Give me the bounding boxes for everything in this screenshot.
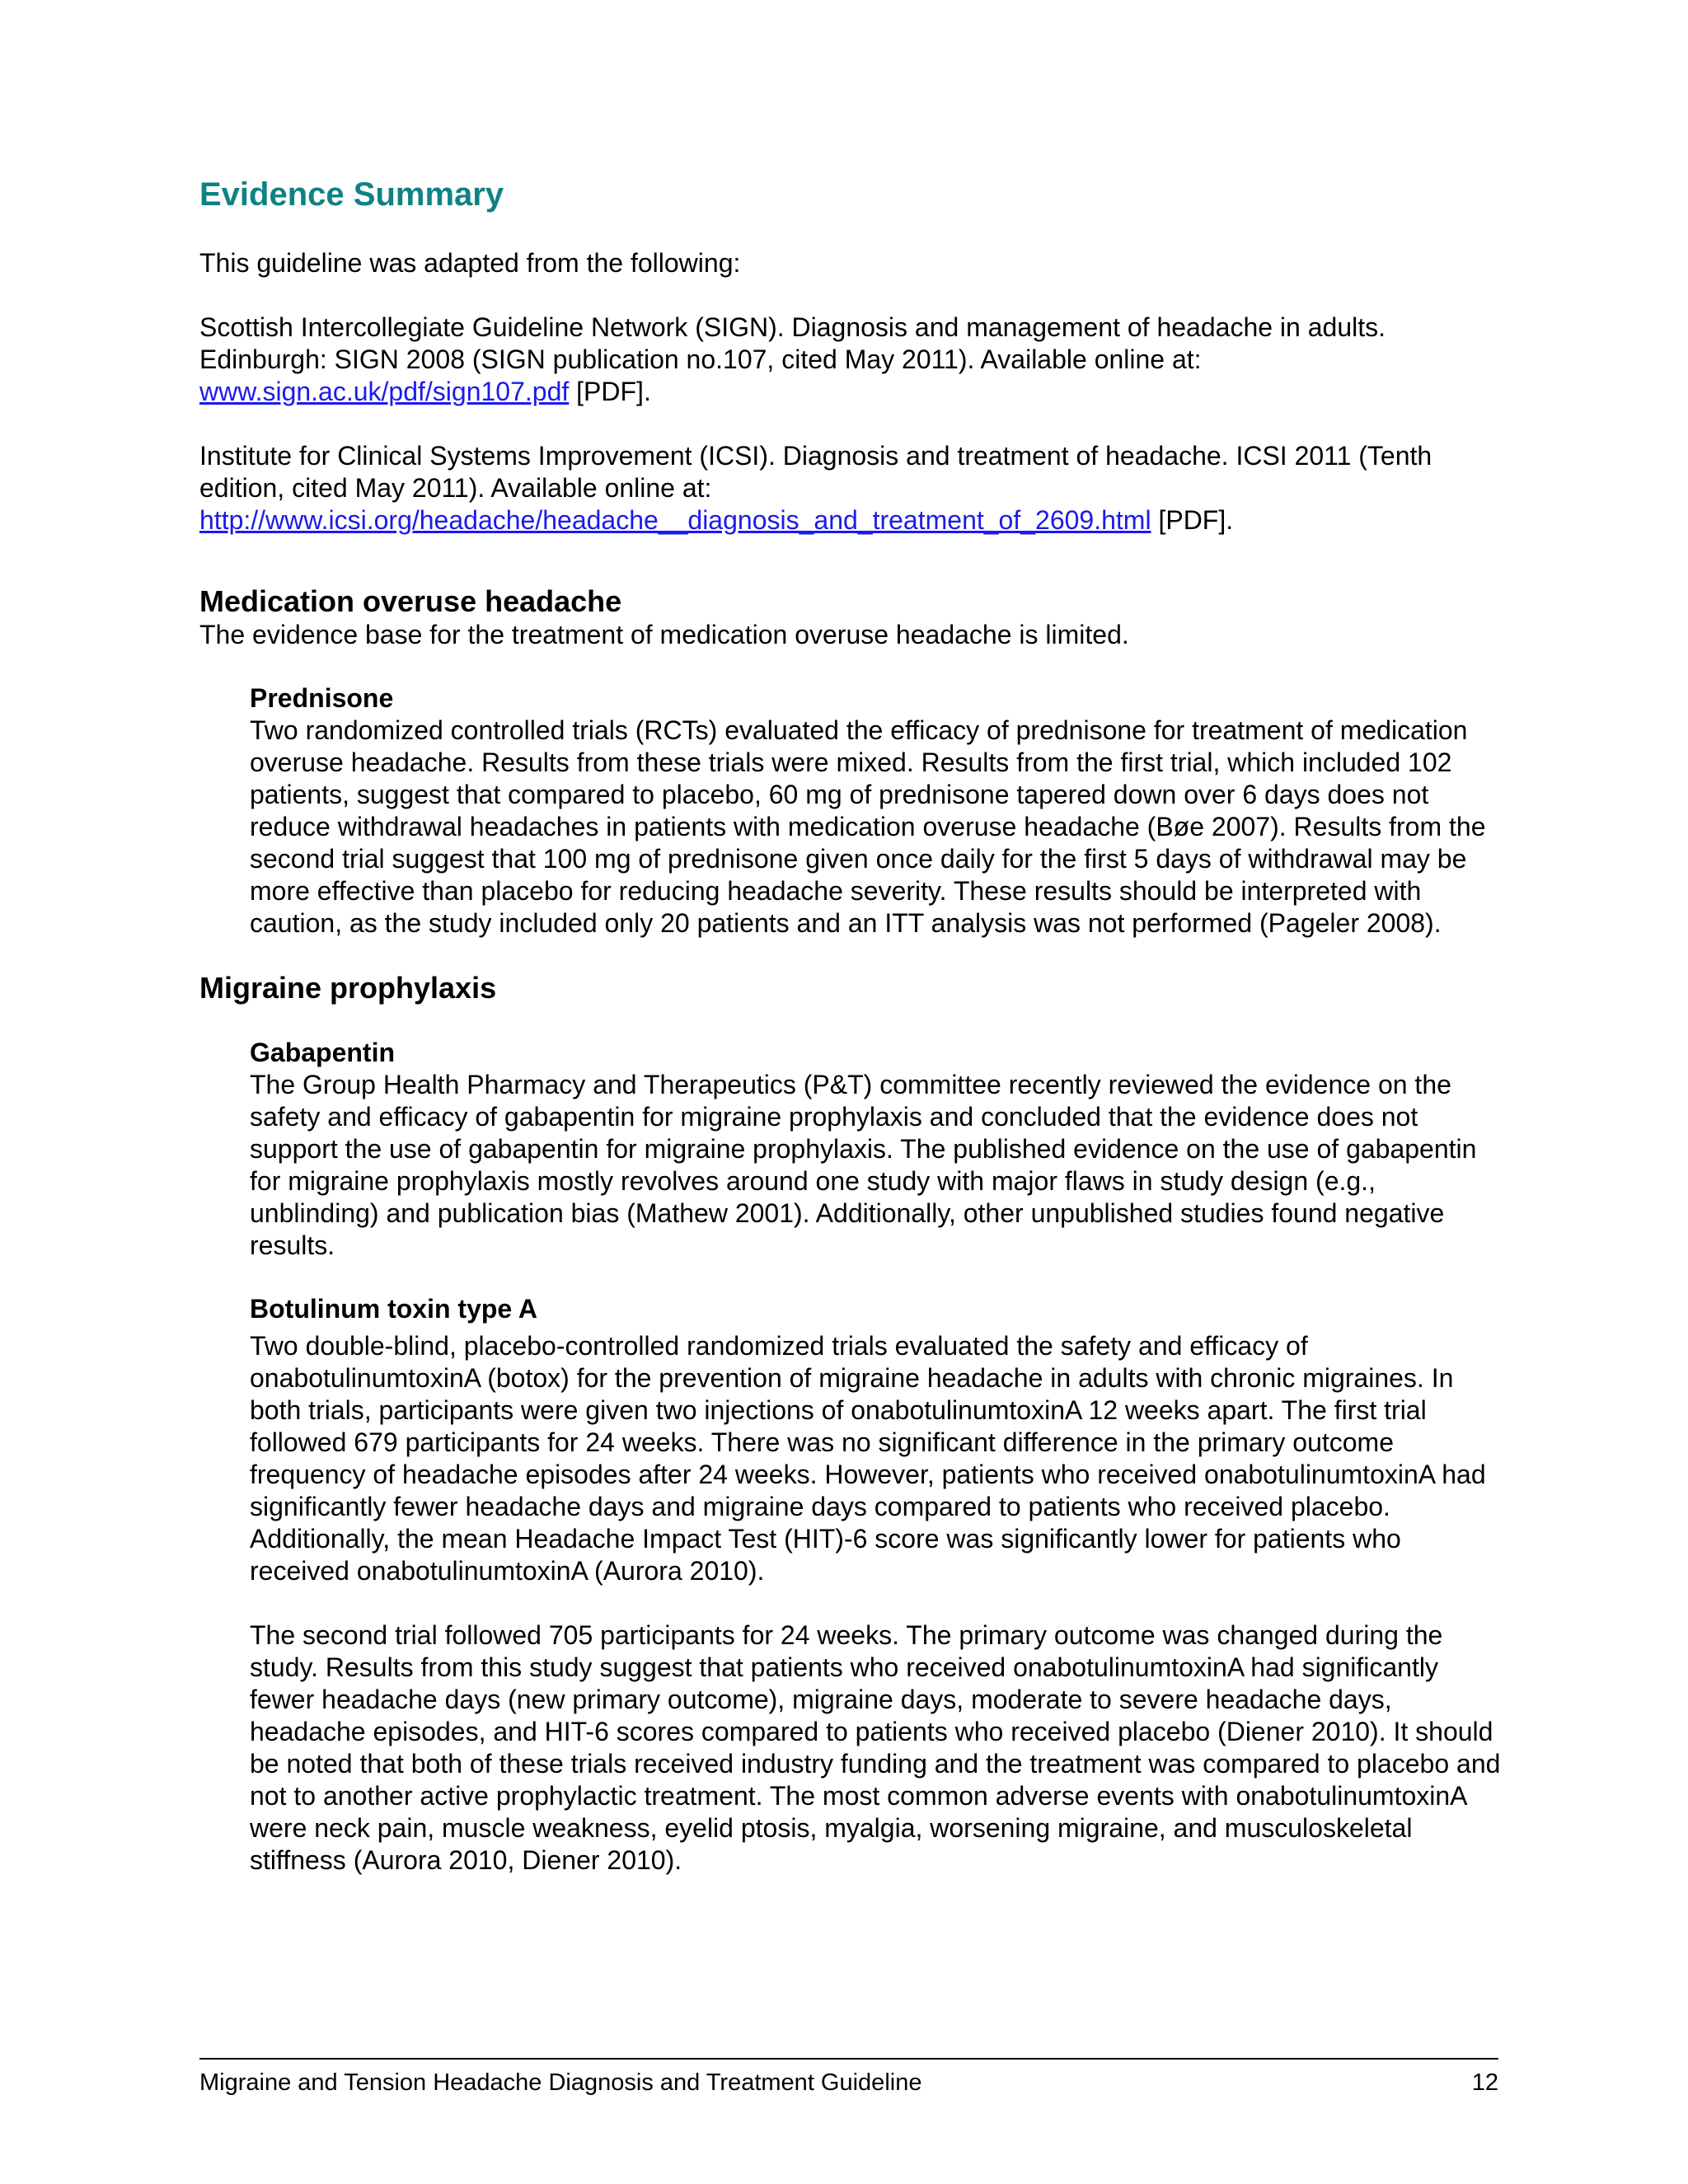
- medication-overuse-text: The evidence base for the treatment of medication overuse headache is limited.: [199, 620, 1129, 649]
- reference-icsi-suffix: [PDF].: [1151, 505, 1234, 535]
- botox-paragraph-1: Two double-blind, placebo-controlled randomized trials evaluated the safety and efficacy of onabotulinumtoxinA (botox) for the prevention of migraine headache in adults with chronic migraines. In both trials, participants were given two injections of onabotulinumtoxinA 12 weeks apart. The first trial followed 679 participants for 24 weeks. There was no significant difference in the primary outcome frequency of headache episodes after 24 weeks. However, patients who received onabotulinumtoxinA had significantly fewer headache days and migraine days compared to patients who received placebo. Additionally, the mean Headache Impact Test (HIT)-6 score was significantly lower for patients who received onabotulinumtoxinA (Aurora 2010).: [250, 1331, 1486, 1586]
- reference-icsi: [199, 440, 1502, 537]
- subheading-prednisone: Prednisone: [250, 683, 394, 713]
- reference-sign-text: Scottish Intercollegiate Guideline Network (SIGN). Diagnosis and management of headache in adults. Edinburgh: SIGN 2008 (SIGN publication no.107, cited May 2011). Available online at:: [199, 312, 1386, 374]
- botox-block: [250, 1293, 1502, 1877]
- subheading-gabapentin: Gabapentin: [250, 1038, 396, 1067]
- page-title: Evidence Summary: [199, 176, 504, 213]
- section-heading-medication-overuse: Medication overuse headache: [199, 584, 622, 618]
- prednisone-text: Two randomized controlled trials (RCTs) evaluated the efficacy of prednisone for treatment of medication overuse headache. Results from these trials were mixed. Results from the first trial, which included 102 patients, suggest that compared to placebo, 60 mg of prednisone tapered down over 6 days does not reduce withdrawal headaches in patients with medication overuse headache (Bøe 2007). Results from the second trial suggest that 100 mg of prednisone given once daily for the first 5 days of withdrawal may be more effective than placebo for reducing headache severity. These results should be interpreted with caution, as the study included only 20 patients and an ITT analysis was not performed (Pageler 2008).: [250, 715, 1486, 938]
- intro-text: This guideline was adapted from the following:: [199, 248, 741, 278]
- reference-sign-suffix: [PDF].: [569, 377, 651, 406]
- page-content: [199, 175, 1502, 1877]
- page-footer: [199, 2058, 1498, 2097]
- gabapentin-text: The Group Health Pharmacy and Therapeutics (P&T) committee recently reviewed the evidence on the safety and efficacy of gabapentin for migraine prophylaxis and concluded that the evidence does not support the use of gabapentin for migraine prophylaxis. The published evidence on the use of gabapentin for migraine prophylaxis mostly revolves around one study with major flaws in study design (e.g., unblinding) and publication bias (Mathew 2001). Additionally, other unpublished studies found negative results.: [250, 1070, 1477, 1260]
- subheading-botulinum-toxin: Botulinum toxin type A: [250, 1294, 538, 1324]
- botox-paragraph-2: The second trial followed 705 participants for 24 weeks. The primary outcome was changed during the study. Results from this study suggest that patients who received onabotulinumtoxinA had significantly fewer headache days (new primary outcome), migraine days, moderate to severe headache days, headache episodes, and HIT-6 scores compared to patients who received placebo (Diener 2010). It should be noted that both of these trials received industry funding and the treatment was compared to placebo and not to another active prophylactic treatment. The most common adverse events with onabotulinumtoxinA were neck pain, muscle weakness, eyelid ptosis, myalgia, worsening migraine, and musculoskeletal stiffness (Aurora 2010, Diener 2010).: [250, 1620, 1501, 1875]
- gabapentin-block: [250, 1037, 1502, 1262]
- prednisone-block: [250, 682, 1502, 940]
- sign-pdf-link[interactable]: www.sign.ac.uk/pdf/sign107.pdf: [199, 377, 570, 406]
- icsi-link[interactable]: http://www.icsi.org/headache/headache__diagnosis_and_treatment_of_2609.html: [199, 505, 1151, 535]
- section-heading-migraine-prophylaxis: Migraine prophylaxis: [199, 971, 497, 1005]
- footer-title: Migraine and Tension Headache Diagnosis and Treatment Guideline: [199, 2069, 922, 2096]
- reference-sign: [199, 312, 1502, 408]
- reference-icsi-text: Institute for Clinical Systems Improvement (ICSI). Diagnosis and treatment of headache. ICSI 2011 (Tenth edition, cited May 2011). Available online at:: [199, 441, 1432, 503]
- page-number: 12: [1471, 2069, 1498, 2096]
